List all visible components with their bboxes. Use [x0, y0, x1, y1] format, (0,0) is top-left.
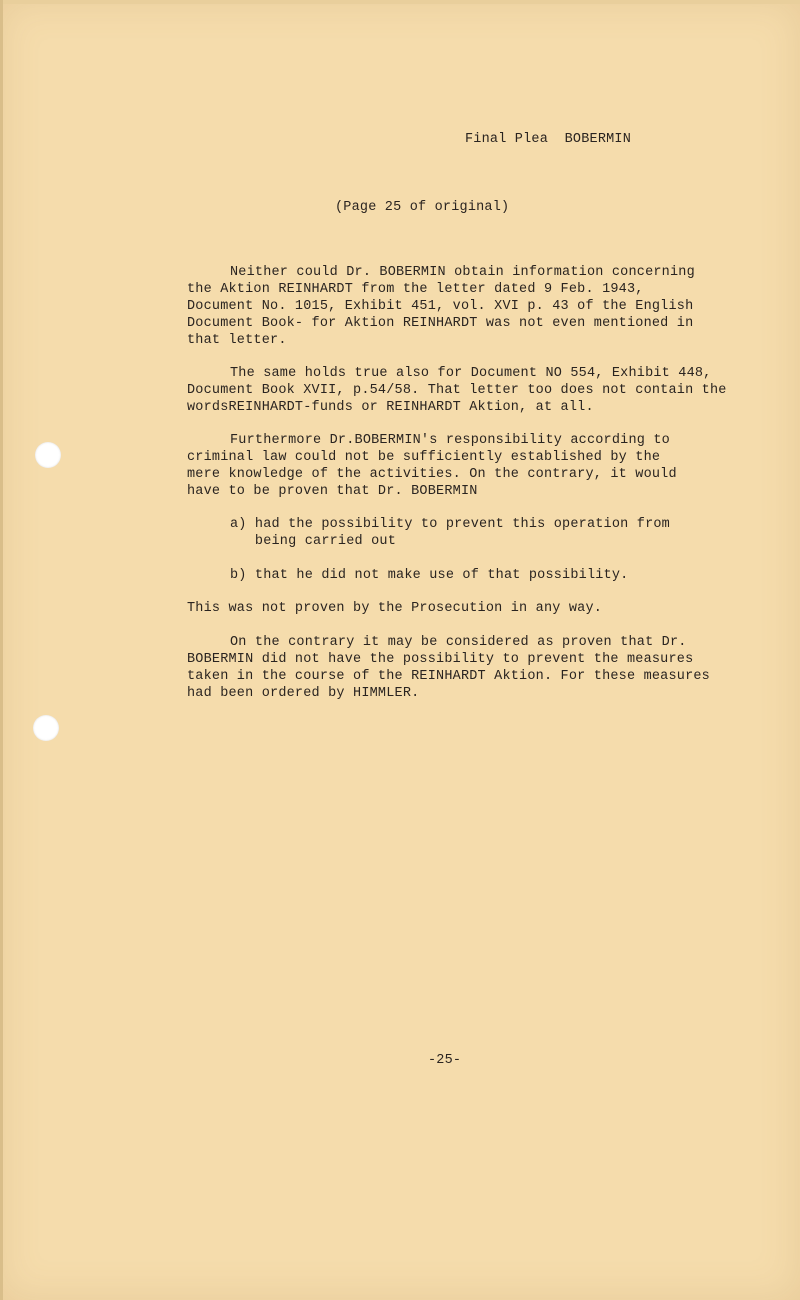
item-a-line-1: a) had the possibility to prevent this operation from — [230, 517, 670, 532]
p2-line-2: Document Book XVII, p.54/58. That letter too does not contain the — [187, 383, 727, 398]
p1-line-5: that letter. — [187, 333, 287, 348]
p5-line-1: On the contrary it may be considered as proven that Dr. — [230, 635, 687, 650]
page-left-edge — [0, 0, 3, 1300]
page-top-edge — [0, 0, 800, 4]
p4: This was not proven by the Prosecution in any way. — [187, 601, 603, 616]
p1-line-2: the Aktion REINHARDT from the letter dated 9 Feb. 1943, — [187, 282, 644, 297]
p3-line-4: have to be proven that Dr. BOBERMIN — [187, 484, 478, 499]
p1-line-4: Document Book- for Aktion REINHARDT was not even mentioned in — [187, 316, 694, 331]
p3-line-3: mere knowledge of the activities. On the contrary, it would — [187, 467, 677, 482]
item-a-line-2: being carried out — [230, 534, 397, 549]
p5-line-4: had been ordered by HIMMLER. — [187, 686, 420, 701]
p1-line-3: Document No. 1015, Exhibit 451, vol. XVI p. 43 of the English — [187, 299, 694, 314]
punch-hole-lower — [33, 715, 59, 741]
p1-line-1: Neither could Dr. BOBERMIN obtain information concerning — [230, 265, 695, 280]
p3-line-1: Furthermore Dr.BOBERMIN's responsibility according to — [230, 433, 670, 448]
punch-hole-upper — [35, 442, 61, 468]
p2-line-3: wordsREINHARDT-funds or REINHARDT Aktion, at all. — [187, 400, 594, 415]
p2-line-1: The same holds true also for Document NO 554, Exhibit 448, — [230, 366, 712, 381]
page-of-original: (Page 25 of original) — [335, 200, 510, 215]
page-number: -25- — [428, 1053, 462, 1068]
running-head: Final Plea BOBERMIN — [465, 132, 632, 147]
p5-line-2: BOBERMIN did not have the possibility to prevent the measures — [187, 652, 694, 667]
p3-line-2: criminal law could not be sufficiently established by the — [187, 450, 661, 465]
p5-line-3: taken in the course of the REINHARDT Aktion. For these measures — [187, 669, 710, 684]
item-b: b) that he did not make use of that possibility. — [230, 568, 629, 583]
